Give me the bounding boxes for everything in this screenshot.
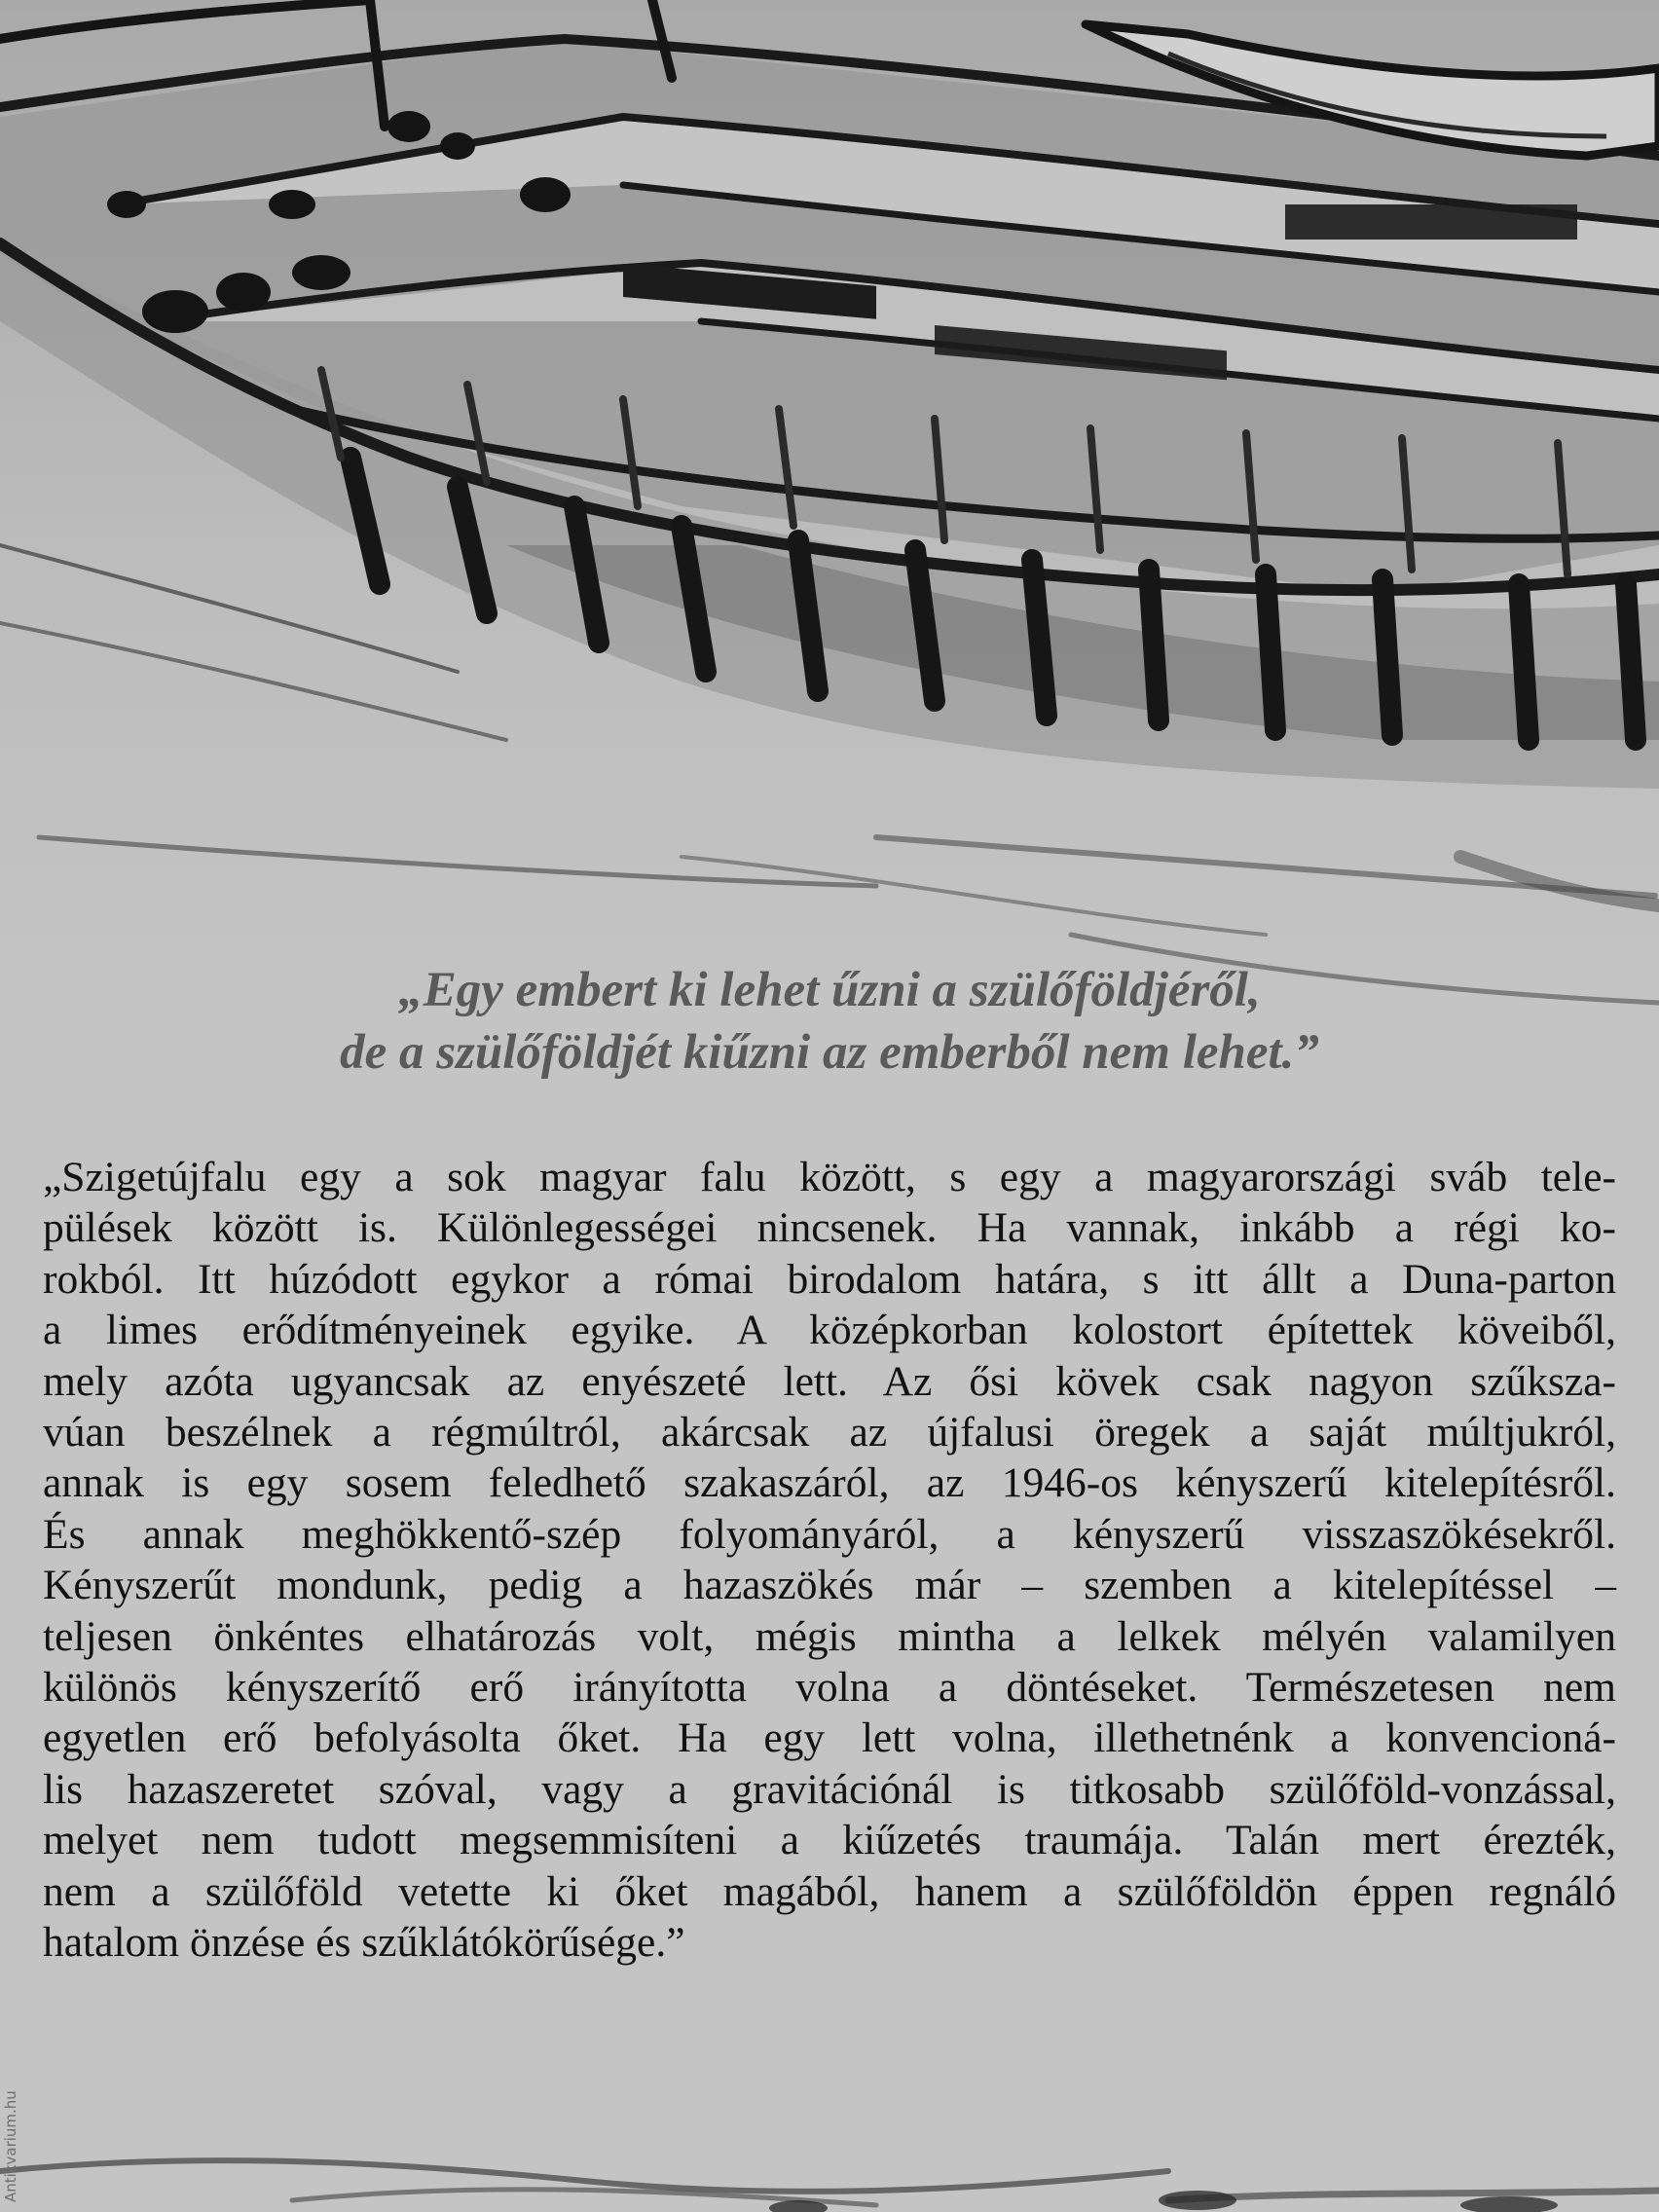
text-line: „Szigetújfalu egy a sok magyar falu között, s egy a magyarországi sváb tele-	[43, 1154, 1616, 1200]
text-line: pülések között is. Különlegességei nincsenek. Ha vannak, inkább a régi ko-	[43, 1204, 1616, 1252]
text-line: rokból. Itt húzódott egykor a római birodalom határa, s itt állt a Duna-parton	[43, 1255, 1616, 1303]
motto-quote	[0, 959, 1659, 1084]
text-line: a limes erődítményeinek egyike. A középkorban kolostort építettek köveiből,	[43, 1307, 1616, 1354]
watermark: Antikvarium.hu	[2, 2090, 19, 2202]
text-line: melyet nem tudott megsemmisíteni a kiűzetés traumája. Talán mert érezték,	[43, 1817, 1616, 1864]
text-line: vúan beszélnek a régmúltról, akárcsak az újfalusi öregek a saját múltjukról,	[43, 1409, 1616, 1456]
text-line: És annak meghökkentő-szép folyományáról, a kényszerű visszaszökésekről.	[43, 1510, 1616, 1558]
body-paragraph	[43, 1152, 1616, 1969]
text-line: egyetlen erő befolyásolta őket. Ha egy lett volna, illethetnénk a konvencioná-	[43, 1714, 1616, 1762]
bottom-ink-strokes	[0, 2054, 1659, 2212]
motto-line: „Egy embert ki lehet űzni a szülőföldjéről,	[398, 963, 1261, 1017]
text-line: hatalom önzése és szűklátókörűsége.”	[43, 1919, 685, 1967]
text-line: teljesen önkéntes elhatározás volt, mégis mintha a lelkek mélyén valamilyen	[43, 1612, 1616, 1660]
ship-ink-illustration	[0, 0, 1659, 1013]
text-line: lis hazaszeretet szóval, vagy a gravitációnál is titkosabb szülőföld-vonzással,	[43, 1765, 1616, 1813]
motto-line: de a szülőföldjét kiűzni az emberből nem lehet.”	[340, 1025, 1319, 1080]
text-line: különös kényszerítő erő irányította volna a döntéseket. Természetesen nem	[43, 1664, 1616, 1712]
text-line: annak is egy sosem feledhető szakaszáról, az 1946-os kényszerű kitelepítésről.	[43, 1459, 1616, 1507]
text-line: Kényszerűt mondunk, pedig a hazaszökés már – szemben a kitelepítéssel –	[43, 1562, 1616, 1609]
text-line: nem a szülőföld vetette ki őket magából, hanem a szülőföldön éppen regnáló	[43, 1867, 1616, 1915]
text-line: mely azóta ugyancsak az enyészeté lett. Az ősi kövek csak nagyon szűksza-	[43, 1357, 1616, 1405]
